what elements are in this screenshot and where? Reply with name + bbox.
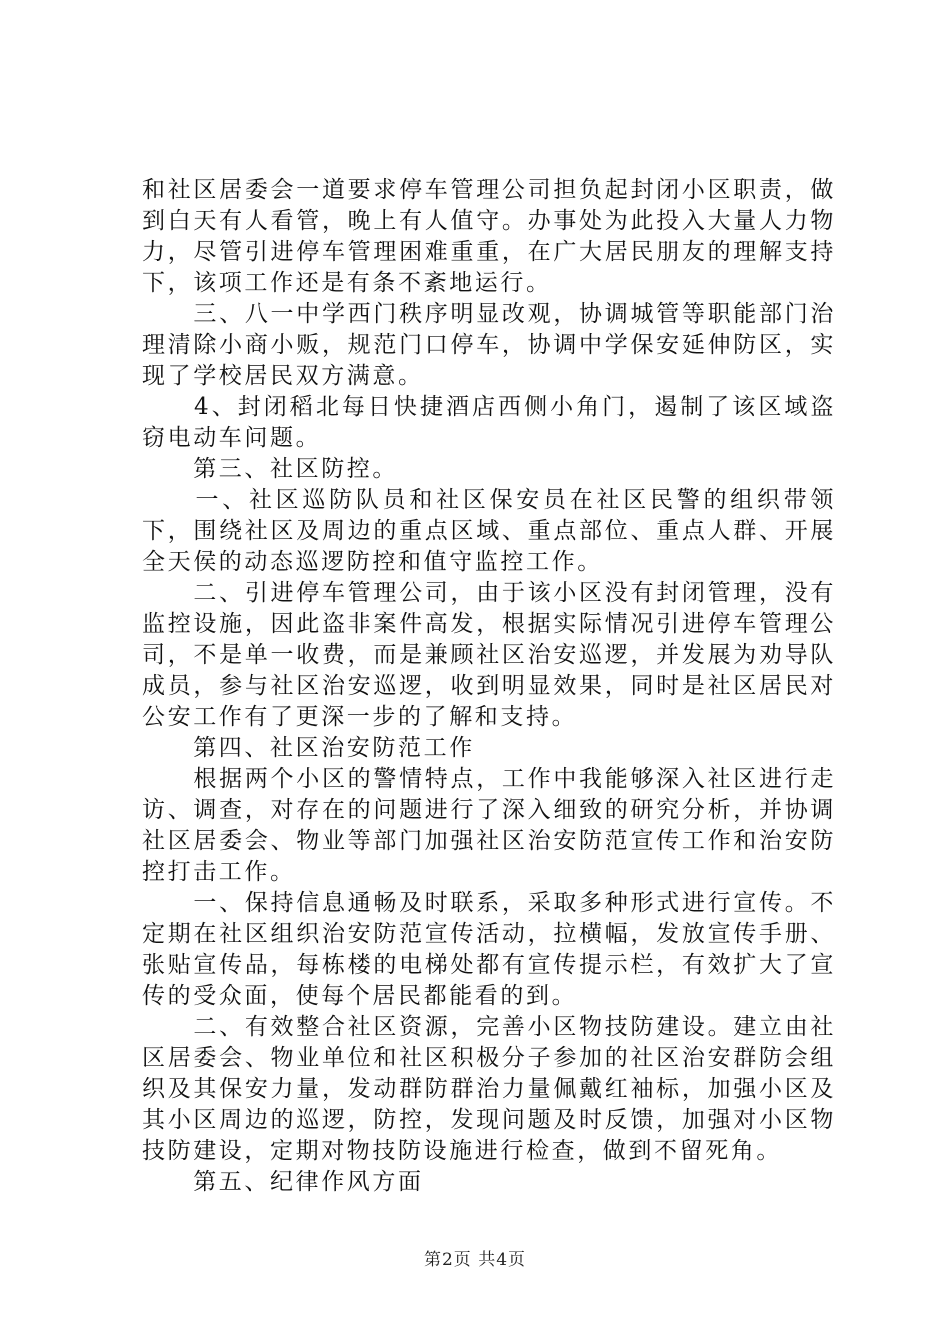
paragraph: 二、有效整合社区资源，完善小区物技防建设。建立由社区居委会、物业单位和社区积极分子参加的社区治安群防会组织及其保安力量，发动群防群治力量佩戴红袖标，加强小区及其小区周边的巡逻，防控，发现问题及时反馈，加强对小区物技防建设，定期对物技防设施进行检查，做到不留死角。 <box>142 1014 836 1164</box>
document-body <box>142 175 836 1198</box>
section-heading: 第五、纪律作风方面 <box>142 1169 424 1195</box>
section-heading: 第三、社区防控。 <box>142 456 398 482</box>
paragraph: 二、引进停车管理公司，由于该小区没有封闭管理，没有监控设施，因此盗非案件高发，根据实际情况引进停车管理公司，不是单一收费，而是兼顾社区治安巡逻，并发展为劝导队成员，参与社区治安巡逻，收到明显效果，同时是社区居民对公安工作有了更深一步的了解和支持。 <box>142 580 836 730</box>
paragraph: 根据两个小区的警情特点，工作中我能够深入社区进行走访、调查，对存在的问题进行了深入细致的研究分析，并协调社区居委会、物业等部门加强社区治安防范宣传工作和治安防控打击工作。 <box>142 766 836 885</box>
paragraph: 4、封闭稻北每日快捷酒店西侧小角门，遏制了该区域盗窃电动车问题。 <box>142 394 836 451</box>
paragraph: 和社区居委会一道要求停车管理公司担负起封闭小区职责，做到白天有人看管，晚上有人值守。办事处为此投入大量人力物力，尽管引进停车管理困难重重，在广大居民朋友的理解支持下，该项工作还是有条不紊地运行。 <box>142 177 836 296</box>
paragraph: 一、保持信息通畅及时联系，采取多种形式进行宣传。不定期在社区组织治安防范宣传活动，拉横幅，发放宣传手册、张贴宣传品，每栋楼的电梯处都有宣传提示栏，有效扩大了宣传的受众面，使每个居民都能看的到。 <box>142 890 836 1009</box>
page-number: 第2页 共4页 <box>423 1250 527 1270</box>
section-heading: 第四、社区治安防范工作 <box>142 735 475 761</box>
paragraph: 一、社区巡防队员和社区保安员在社区民警的组织带领下，围绕社区及周边的重点区域、重点部位、重点人群、开展全天侯的动态巡逻防控和值守监控工作。 <box>142 487 836 575</box>
paragraph: 三、八一中学西门秩序明显改观，协调城管等职能部门治理清除小商小贩，规范门口停车，协调中学保安延伸防区，实现了学校居民双方满意。 <box>142 301 836 389</box>
